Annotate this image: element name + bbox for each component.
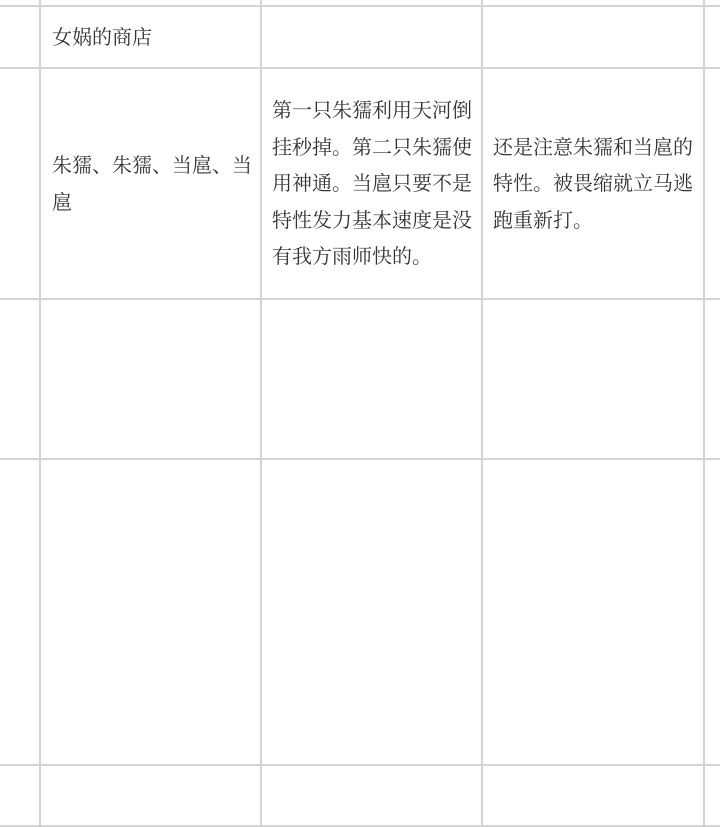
column-divider (481, 0, 483, 827)
row-divider (0, 298, 720, 300)
table-cell-team: 朱獳、朱獳、当扈、当扈 (52, 153, 252, 214)
table-cell-notes: 还是注意朱獳和当扈的特性。被畏缩就立马逃跑重新打。 (493, 134, 693, 232)
column-divider (260, 0, 262, 827)
column-divider (39, 0, 41, 827)
column-divider (703, 0, 705, 827)
table-cell-team: 女娲的商店 (52, 24, 152, 49)
row-divider (0, 764, 720, 766)
row-divider (0, 458, 720, 460)
table-cell-strategy: 第一只朱獳利用天河倒挂秒掉。第二只朱獳使用神通。当扈只要不是特性发力基本速度是没有我方雨师快的。 (272, 98, 472, 269)
